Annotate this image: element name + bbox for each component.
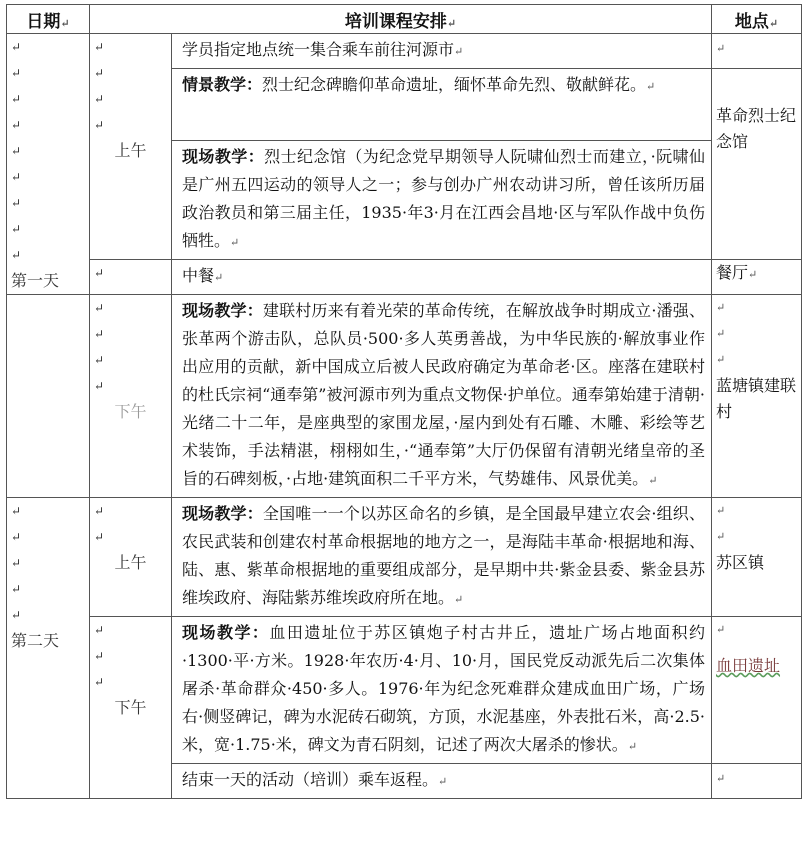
day1-afternoon-date-cell [7,295,90,498]
schedule-table [6,4,802,799]
scene-teaching-cell: 情景教学：烈士纪念碑瞻仰革命遗址，缅怀革命先烈、敬献鲜花。↵ [172,69,712,141]
return-mark: ↵ [11,222,22,236]
day1-morning-row-assembly [7,34,802,69]
return-mark: ↵ [11,248,22,262]
day2-afternoon-cell: ↵ ↵ ↵ 下午 [90,617,172,799]
day2-morning-location-cell: ↵ ↵ 苏区镇 [712,498,802,617]
header-schedule: 培训课程安排↵ [90,5,712,34]
day1-afternoon-cell: ↵ ↵ ↵ ↵ 下午 [90,295,172,498]
header-row [7,5,802,34]
return-mark: ↵ [11,66,22,80]
return-mark: ↵ [11,92,22,106]
day2-morning-label: 上午 [114,553,147,572]
day1-date-cell [7,34,90,295]
return-mark: ↵ [94,66,105,80]
day1-afternoon-row [7,295,802,498]
day2-morning-cell: ↵ ↵ 上午 [90,498,172,617]
lunch-cell: 中餐↵ [172,260,712,295]
day2-morning-content: 现场教学：全国唯一一个以苏区命名的乡镇，是全国最早建立农会·组织、农民武装和创建农村革命根据地的地方之一，是海陆丰革命·根据地和海、陆、惠、紫革命根据地的重要组成部分，是早期中共·紫金县委、紫金县苏维埃政府、海陆紫苏维埃政府所在地。↵ [172,498,712,617]
return-mark: ↵ [11,170,22,184]
day1-morning-location-cell [712,69,802,260]
scene-teaching-text: 烈士纪念碑瞻仰革命遗址，缅怀革命先烈、敬献鲜花。 [262,75,647,94]
return-mark: ↵ [94,92,105,106]
day1-afternoon-label: 下午 [114,402,147,421]
assembly-location-cell: ↵ [712,34,802,69]
return-mark: ↵ [11,40,22,54]
assembly-text-cell: 学员指定地点统一集合乘车前往河源市↵ [172,34,712,69]
day2-date-cell: ↵ ↵ ↵ ↵ ↵ 第二天 [7,498,90,799]
return-mark: ↵ [94,40,105,54]
return-mark: ↵ [11,144,22,158]
day2-afternoon-row [7,617,802,764]
lunch-half-cell: ↵ [90,260,172,295]
day1-afternoon-location-cell: ↵ ↵ ↵ 蓝塘镇建联村 [712,295,802,498]
day2-label: 第二天 [11,631,60,650]
day1-morning-location: 革命烈士纪念馆 [716,106,797,151]
closing-cell: 结束一天的活动（培训）乘车返程。↵ [172,764,712,799]
field-teaching-cell: 现场教学：烈士纪念馆（为纪念党早期领导人阮啸仙烈士而建立，·阮啸仙是广州五四运动的领导人之一；参与创办广州农动讲习所，曾任该所历届政治教员和第三届主任，1935·年3·月在江西会昌地·区与军队作战中负伤牺牲。↵ [172,141,712,260]
day1-morning-cell [90,34,172,260]
field-teaching-text: 烈士纪念馆（为纪念党早期领导人阮啸仙烈士而建立，·阮啸仙是广州五四运动的领导人之一；参与创办广州农动讲习所，曾任该所历届政治教员和第三届主任，1935·年3·月在江西会昌地·区与军队作战中负伤牺牲。 [182,147,705,250]
day1-lunch-row [7,260,802,295]
day2-morning-row [7,498,802,617]
day1-afternoon-location: 蓝塘镇建联村 [716,376,797,421]
day2-afternoon-location-cell: ↵ 血田遗址 [712,617,802,764]
day2-afternoon-location: 血田遗址 [716,656,781,675]
day1-afternoon-content: 现场教学：建联村历来有着光荣的革命传统，在解放战争时期成立·潘强、张革两个游击队，总队员·500·多人英勇善战，为中华民族的·解放事业作出应用的贡献，新中国成立后被人民政府确定为革命老·区。座落在建联村的杜氏宗祠“通奉第”被河源市列为重点文物保·护单位。通奉第始建于清朝·光绪二十二年，是座典型的家围龙屋，·屋内到处有石雕、木雕、彩绘等艺术装饰，手法精湛，栩栩如生，·“通奉第”大厅仍保留有清朝光绪皇帝的圣旨的石碑刻板，·占地·建筑面积二千平方米，气势雄伟、风景优美。↵ [172,295,712,498]
field-teaching-label: 现场教学： [182,147,265,166]
day2-afternoon-content: 现场教学：血田遗址位于苏区镇炮子村古井丘，遗址广场占地面积约·1300·平·方米。1928·年农历·4·月、10·月，国民党反动派先后二次集体屠杀·革命群众·450·多人。1976·年为纪念死难群众建成血田广场，广场右·侧竖碑记，碑为水泥砖石砌筑，方顶，水泥基座，外表批石米，高·2.5·米，宽·1.75·米，碑文为青石阴刻，记述了两次大屠杀的惨状。↵ [172,617,712,764]
day2-afternoon-label: 下午 [114,698,147,717]
scene-teaching-label: 情景教学： [182,75,263,94]
lunch-location-cell: 餐厅↵ [712,260,802,295]
day2-morning-location: 苏区镇 [716,553,765,572]
header-location: 地点↵ [712,5,802,34]
return-mark: ↵ [11,118,22,132]
return-mark: ↵ [94,118,105,132]
closing-location-cell: ↵ [712,764,802,799]
day1-morning-label: 上午 [114,141,147,160]
header-date: 日期↵ [7,5,90,34]
day1-label: 第一天 [11,271,60,290]
return-mark: ↵ [11,196,22,210]
